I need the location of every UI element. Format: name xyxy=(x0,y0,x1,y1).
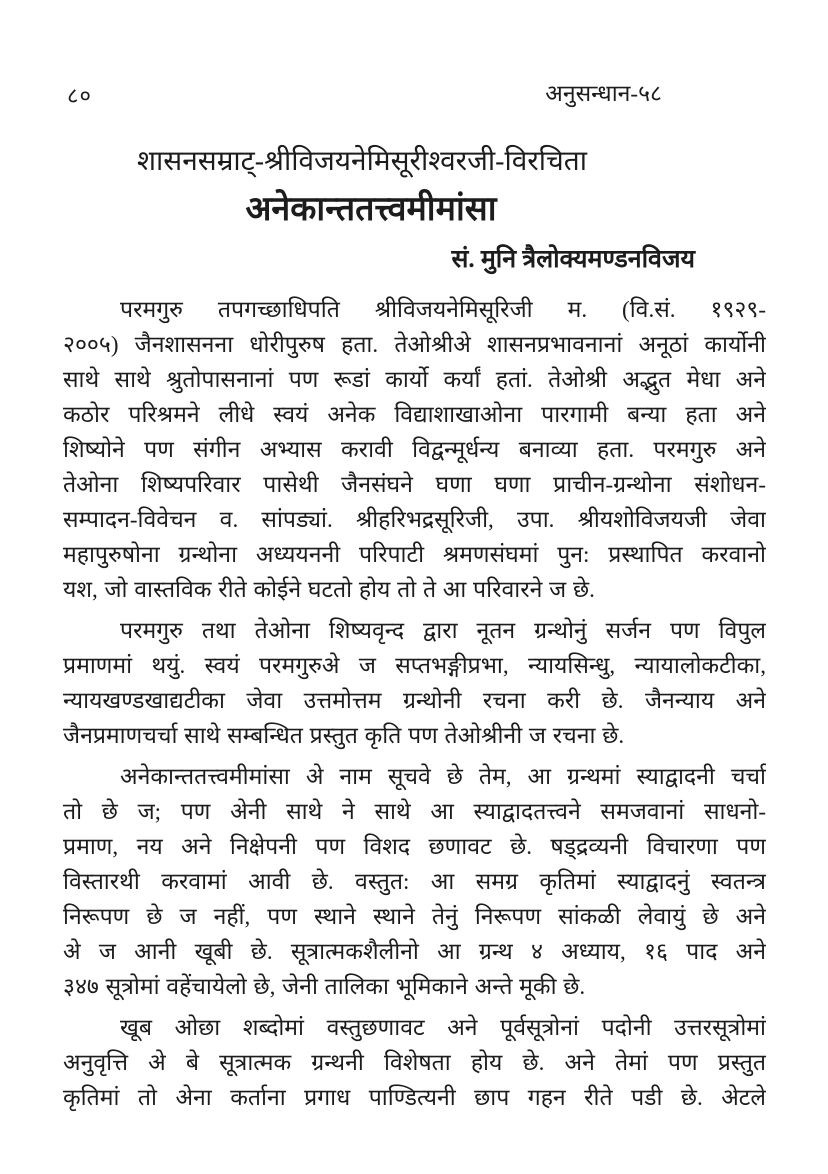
body-line: जैनप्रमाणचर्चा साथे सम्बन्धित प्रस्तुत कृति पण तेओश्रीनी ज रचना छे. xyxy=(63,723,625,748)
body-line: अे ज आनी खूबी छे. सूत्रात्मकशैलीनो आ ग्रन्थ ४ अध्याय, १६ पाद अने xyxy=(63,939,766,964)
body-text xyxy=(63,292,766,1115)
body-line: ३४७ सूत्रोमां वहेंचायेलो छे, जेनी तालिका भूमिकाने अन्ते मूकी छे. xyxy=(63,974,586,999)
editor-byline: सं. मुनि त्रैलोक्यमण्डनविजय xyxy=(451,246,695,273)
body-line: कृतिमां तो अेना कर्ताना प्रगाध पाण्डित्यनी छाप गहन रीते पडी छे. अेटले xyxy=(63,1085,766,1110)
body-line: २००५) जैनशासनना धोरीपुरुष हता. तेओश्रीअे शासनप्रभावनानां अनूठां कार्योनी xyxy=(63,332,766,357)
paragraph xyxy=(63,292,766,607)
body-line: प्रमाणमां थयुं. स्वयं परमगुरुअे ज सप्तभङ्गीप्रभा, न्यायसिन्धु, न्यायालोकटीका, xyxy=(63,653,766,678)
body-line: न्यायखण्डखाद्यटीका जेवा उत्तमोत्तम ग्रन्थोनी रचना करी छे. जैनन्याय अने xyxy=(63,688,766,713)
body-line: तेओना शिष्यपरिवार पासेथी जैनसंघने घणा घणा प्राचीन-ग्रन्थोना संशोधन- xyxy=(63,472,766,497)
body-line: प्रमाण, नय अने निक्षेपनी पण विशद छणावट छे. षड्द्रव्यनी विचारणा पण xyxy=(63,834,766,859)
body-line: तो छे ज; पण अेनी साथे ने साथे आ स्याद्वादतत्त्वने समजवानां साधनो- xyxy=(63,799,766,824)
page-number: ८० xyxy=(67,83,92,108)
journal-header: अनुसन्धान-५८ xyxy=(545,81,662,106)
paragraph xyxy=(63,1010,766,1115)
body-line: यश, जो वास्तविक रीते कोईने घटतो होय तो ते आ परिवारने ज छे. xyxy=(63,577,595,602)
work-title: अनेकान्ततत्त्वमीमांसा xyxy=(245,191,497,228)
body-line: साथे साथे श्रुतोपासनानां पण रूडां कार्यो कर्यां हतां. तेओश्री अद्भुत मेधा अने xyxy=(63,367,766,392)
body-line: शिष्योने पण संगीन अभ्यास करावी विद्वन्मूर्धन्य बनाव्या हता. परमगुरु अने xyxy=(63,437,766,462)
body-line: अनुवृत्ति अे बे सूत्रात्मक ग्रन्थनी विशेषता होय छे. अने तेमां पण प्रस्तुत xyxy=(63,1050,766,1075)
body-line: सम्पादन-विवेचन व. सांपड्यां. श्रीहरिभद्रसूरिजी, उपा. श्रीयशोविजयजी जेवा xyxy=(63,507,766,532)
paragraph xyxy=(63,613,766,753)
body-line: अनेकान्ततत्त्वमीमांसा अे नाम सूचवे छे तेम, आ ग्रन्थमां स्याद्वादनी चर्चा xyxy=(120,764,766,789)
body-line: महापुरुषोना ग्रन्थोना अध्ययननी परिपाटी श्रमणसंघमां पुन: प्रस्थापित करवानो xyxy=(63,542,766,567)
body-line: निरूपण छे ज नहीं, पण स्थाने स्थाने तेनुं निरूपण सांकळी लेवायुं छे अने xyxy=(63,904,766,929)
body-line: कठोर परिश्रमने लीधे स्वयं अनेक विद्याशाखाओना पारगामी बन्या हता अने xyxy=(63,402,766,427)
body-line: परमगुरु तथा तेओना शिष्यवृन्द द्वारा नूतन ग्रन्थोनुं सर्जन पण विपुल xyxy=(120,618,766,643)
paragraph xyxy=(63,759,766,1004)
body-line: विस्तारथी करवामां आवी छे. वस्तुत: आ समग्र कृतिमां स्याद्वादनुं स्वतन्त्र xyxy=(63,869,766,894)
body-line: खूब ओछा शब्दोमां वस्तुछणावट अने पूर्वसूत्रोनां पदोनी उत्तरसूत्रोमां xyxy=(120,1015,766,1040)
work-author-line: शासनसम्राट्-श्रीविजयनेमिसूरीश्वरजी-विरचिता xyxy=(137,146,587,177)
body-line: परमगुरु तपगच्छाधिपति श्रीविजयनेमिसूरिजी म. (वि.सं. १९२९- xyxy=(120,297,766,322)
